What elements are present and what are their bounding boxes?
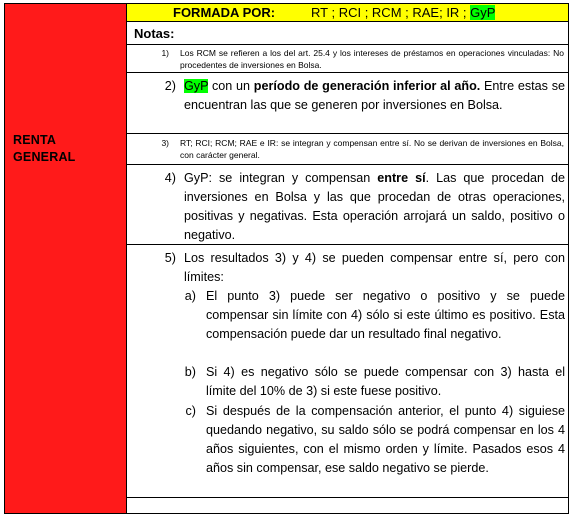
note-number: 3) (161, 138, 169, 148)
category-label-line1: RENTA (13, 133, 57, 147)
header-items-text: RT ; RCI ; RCM ; RAE; IR ; (311, 5, 467, 20)
notas-heading: Notas: (134, 26, 175, 41)
note-text-bold: período de generación inferior al año. (253, 79, 481, 93)
category-label (13, 132, 76, 166)
note-row-4 (127, 164, 568, 244)
note-text-bold: entre sí (377, 171, 426, 185)
sub-item-text: Si después de la compensación anterior, el punto 4) siguiese quedando negativo, su saldo sólo se podrá compensar en los 4 años siguientes, con el mismo orden y límite. Pasados esos 4 años sin compensar, ese saldo negativo se pierde. (206, 404, 565, 475)
content-column (127, 4, 568, 513)
sub-item-letter: b) (184, 365, 196, 379)
sub-item-text: El punto 3) puede ser negativo o positivo y se puede compensar sin límite con 4) sólo si este último es positivo. Esta compensación puede dar un resultado final negativo. (206, 289, 565, 341)
note-text-part: GyP: se integran y compensan (184, 171, 378, 185)
note-row-3 (127, 133, 568, 164)
header-items (311, 4, 495, 21)
note-number: 5) (164, 251, 176, 265)
note-row-1 (127, 44, 568, 72)
note-text: Los resultados 3) y 4) se pueden compensar entre sí, pero con límites: (184, 251, 565, 284)
sub-item-text: Si 4) es negativo sólo se puede compensar con 3) hasta el límite del 10% de 3) si este fuese positivo. (206, 365, 565, 398)
category-cell (5, 4, 127, 513)
empty-row (127, 497, 568, 513)
category-label-line2: GENERAL (13, 150, 76, 164)
note-text: RT; RCI; RCM; RAE e IR: se integran y compensan entre sí. No se derivan de inversiones en Bolsa, con carácter general. (180, 138, 564, 160)
note-number: 1) (161, 48, 169, 58)
note-row-5 (127, 244, 568, 497)
note-text-part: Entre estas se encuentran las que se generen por inversiones en Bolsa. (184, 79, 565, 112)
note-text-part: con un (208, 79, 254, 93)
sub-item-letter: a) (184, 289, 196, 303)
gyp-highlight: GyP (184, 79, 209, 93)
note-text (184, 169, 565, 245)
note-text-part: . Las que procedan de inversiones en Bolsa y las que procedan de otras operaciones, positivas y negativas. Esta operación arrojará un saldo, positivo o negativo. (184, 171, 565, 242)
sub-item-letter: c) (185, 404, 196, 418)
note-row-2 (127, 72, 568, 133)
summary-table (4, 3, 569, 514)
header-gyp-highlight: GyP (470, 5, 496, 20)
note-text: Los RCM se refieren a los del art. 25.4 y los intereses de préstamos en operaciones vinculadas: No procedentes de inversiones en Bolsa. (180, 48, 564, 70)
note-number: 4) (164, 171, 176, 185)
note-text (184, 77, 565, 115)
header-title: FORMADA POR: (173, 5, 276, 20)
header-row (127, 4, 568, 22)
note-number: 2) (164, 79, 176, 93)
